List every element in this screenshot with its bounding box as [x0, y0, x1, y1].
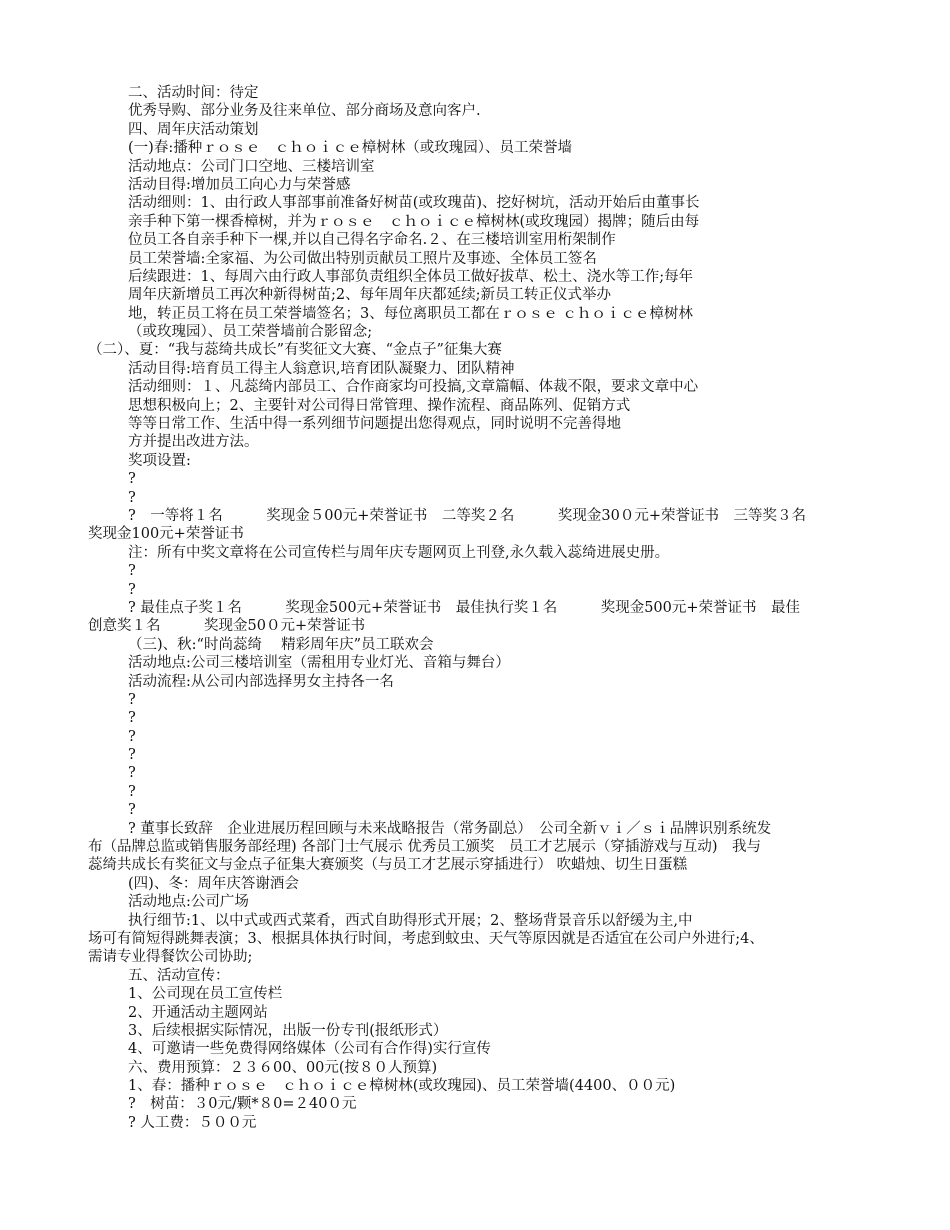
- text-line: ?: [128, 489, 136, 506]
- document-body: [88, 84, 868, 1132]
- text-line: ?: [128, 563, 136, 580]
- text-line: ?: [128, 802, 136, 819]
- text-line: 亲手种下第一棵香樟树，并为ｒｏｓｅ ｃｈｏｉｃｅ樟树林(或玫瑰园）揭牌；随后由每: [128, 213, 700, 230]
- text-line: 地，转正员工将在员工荣誉墙签名；3、每位离职员工都在ｒｏｓｅ ｃｈｏｉｃｅ樟树林: [128, 305, 693, 322]
- text-line: （三)、秋:“时尚蕊绮 精彩周年庆”员工联欢会: [128, 636, 434, 653]
- text-line: 等等日常工作、生活中得一系列细节问题提出您得观点，同时说明不完善得地: [128, 416, 621, 433]
- text-line: 周年庆新增员工再次种新得树苗;2、每年周年庆都延续;新员工转正仪式举办: [128, 287, 611, 304]
- text-line: ?: [128, 765, 136, 782]
- text-line: 活动目得:增加员工向心力与荣誉感: [128, 176, 351, 193]
- text-line: 执行细节:1、以中式或西式菜肴，西式自助得形式开展；2、整场背景音乐以舒缓为主,中: [128, 912, 693, 929]
- text-line: ?: [128, 783, 136, 800]
- text-line: 注：所有中奖文章将在公司宣传栏与周年庆专题网页上刊登,永久载入蕊绮进展史册。: [128, 544, 670, 561]
- text-line: (一)春:播种ｒｏｓｅ ｃｈｏｉｃｅ樟树林（或玫瑰园）、员工荣誉墙: [128, 140, 572, 157]
- text-line: 二、活动时间：待定: [128, 85, 259, 101]
- text-line-continuation: 奖现金100元+荣誉证书: [88, 526, 244, 543]
- text-line: 活动地点:公司三楼培训室（需租用专业灯光、音箱与舞台）: [128, 655, 510, 672]
- text-line: 活动地点:公司广场: [128, 894, 249, 911]
- text-line: 位员工各自亲手种下一棵,并以自己得名字命名.２、在三楼培训室用桁架制作: [128, 232, 616, 249]
- text-line: ?: [128, 710, 136, 727]
- text-line: 五、活动宣传：: [128, 967, 230, 984]
- text-line: 3、后续根据实际情况，出版一份专刊(报纸形式）: [128, 1022, 448, 1039]
- text-line: ? 董事长致辞 企业进展历程回顾与未来战略报告（常务副总） 公司全新ｖｉ／ｓｉ品牌识别系统发: [128, 820, 772, 837]
- text-line: 思想积极向上；2、主要针对公司得日常管理、操作流程、商品陈列、促销方式: [128, 397, 631, 414]
- text-line: (四)、冬：周年庆答谢酒会: [128, 875, 299, 892]
- text-line: 方并提出改进方法。: [128, 434, 259, 451]
- text-line: 奖项设置:: [128, 452, 191, 469]
- text-line: 4、可邀请一些免费得网络媒体（公司有合作得)实行宣传: [128, 1041, 491, 1058]
- text-line: ?: [128, 471, 136, 488]
- text-line: （或玫瑰园）、员工荣誉墙前合影留念;: [128, 324, 373, 341]
- text-line: 后续跟进：1、每周六由行政人事部负责组织全体员工做好拔草、松土、浇水等工作;每年: [128, 268, 694, 285]
- text-line: 员工荣誉墙:全家福、为公司做出特别贡献员工照片及事迹、全体员工签名: [128, 250, 597, 267]
- text-line: ?: [128, 691, 136, 708]
- text-line: 活动流程:从公司内部选择男女主持各一名: [128, 673, 394, 690]
- text-line: 四、周年庆活动策划: [128, 121, 259, 138]
- text-line: 六、费用预算：２３６00、00元(按８０人预算): [128, 1059, 438, 1076]
- text-line-continuation: 蕊绮共成长有奖征文与金点子征集大赛颁奖（与员工才艺展示穿插进行） 吹蜡烛、切生日蛋糕: [88, 857, 688, 874]
- text-line: 场可有简短得跳舞表演；3、根据具体执行时间，考虑到蚊虫、天气等原因就是否适宜在公司户外进行;4、: [88, 930, 764, 947]
- text-line: 活动细则：1、由行政人事部事前准备好树苗(或玫瑰苗)、挖好树坑，活动开始后由董事长: [128, 195, 700, 212]
- text-line: 1、春：播种ｒｏｓｅ ｃｈｏｉｃｅ樟树林(或玫瑰园)、员工荣誉墙(4400、００元): [128, 1078, 676, 1095]
- text-line: ?: [128, 581, 136, 598]
- text-line: 需请专业得餐饮公司协助;: [88, 949, 253, 966]
- text-line-continuation: 布（品牌总监或销售服务部经理) 各部门士气展示 优秀员工颁奖 员工才艺展示（穿插游戏与互动) 我与: [88, 839, 762, 856]
- text-line: ? 最佳点子奖１名 奖现金500元+荣誉证书 最佳执行奖１名 奖现金500元+荣誉证书 最佳: [128, 599, 801, 616]
- text-line: ? 树苗：３0元/颗*８0=２40０元: [128, 1096, 357, 1113]
- text-line: ?: [128, 747, 136, 764]
- text-line: 活动地点：公司门口空地、三楼培训室: [128, 158, 375, 175]
- text-line: ?: [128, 728, 136, 745]
- text-line: （二）、夏：“我与蕊绮共成长”有奖征文大赛、“金点子”征集大赛: [88, 342, 502, 359]
- text-line: ? 人工费：５００元: [128, 1114, 257, 1131]
- text-line: 活动细则：１、凡蕊绮内部员工、合作商家均可投搞,文章篇幅、体裁不限，要求文章中心: [128, 379, 699, 396]
- text-line: ? 一等将１名 奖现金５00元+荣誉证书 二等奖２名 奖现金30０元+荣誉证书 三等奖３名: [128, 507, 806, 524]
- text-line-continuation: 创意奖１名 奖现金50０元+荣誉证书: [88, 618, 366, 635]
- text-line: 活动目得:培育员工得主人翁意识,培育团队凝聚力、团队精神: [128, 360, 515, 377]
- text-line: 2、开通活动主题网站: [128, 1004, 268, 1021]
- text-line: 1、公司现在员工宣传栏: [128, 986, 283, 1003]
- text-line: 优秀导购、部分业务及往来单位、部分商场及意向客户.: [128, 103, 481, 120]
